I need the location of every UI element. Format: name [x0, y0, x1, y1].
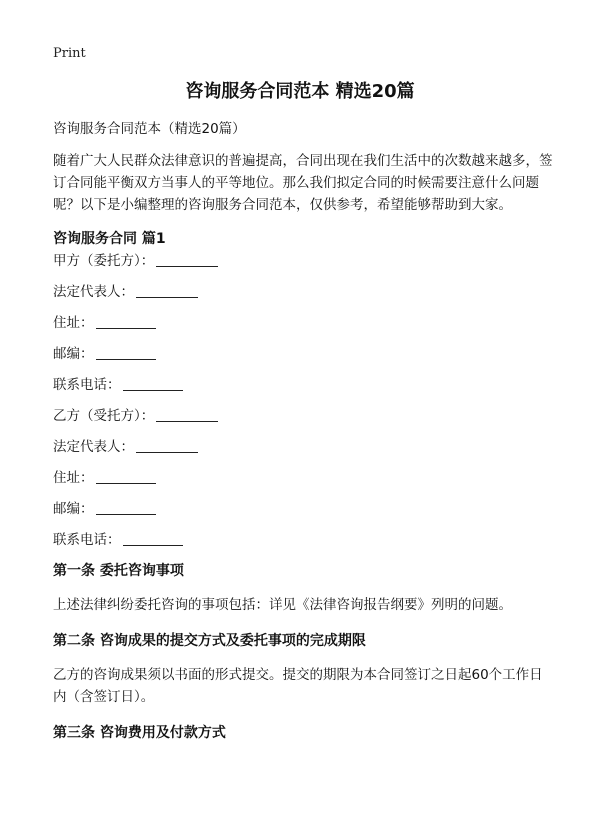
section-heading: 咨询服务合同 篇1: [53, 231, 166, 247]
article-2-body: 乙方的咨询成果须以书面的形式提交。提交的期限为本合同签订之日起60个工作日内（含签订日）。: [53, 667, 543, 705]
party-b-rep-field: [53, 436, 553, 467]
party-b-postcode-label: 邮编：: [53, 501, 94, 517]
party-a-rep-field: [53, 281, 553, 312]
document-body: [53, 118, 553, 756]
party-b-rep-label: 法定代表人：: [53, 439, 134, 455]
party-a-blank: [156, 250, 218, 267]
party-b-postcode-field: [53, 498, 553, 529]
party-a-address-label: 住址：: [53, 315, 94, 331]
document-subtitle: 咨询服务合同范本（精选20篇）: [53, 121, 246, 137]
party-b-rep-blank: [136, 436, 198, 453]
party-b-label: 乙方（受托方）：: [53, 408, 155, 424]
party-a-address-field: [53, 312, 553, 343]
party-b-field: [53, 405, 553, 436]
party-b-address-field: [53, 467, 553, 498]
party-a-rep-blank: [136, 281, 198, 298]
party-b-address-label: 住址：: [53, 470, 94, 486]
party-b-phone-blank: [123, 529, 183, 546]
party-b-address-blank: [96, 467, 156, 484]
party-a-phone-field: [53, 374, 553, 405]
party-a-postcode-label: 邮编：: [53, 346, 94, 362]
document-title: 咨询服务合同范本 精选20篇: [185, 81, 415, 102]
party-a-postcode-blank: [96, 343, 156, 360]
article-1-heading: 第一条 委托咨询事项: [53, 563, 184, 579]
article-3-heading: 第三条 咨询费用及付款方式: [53, 725, 226, 741]
party-a-rep-label: 法定代表人：: [53, 284, 134, 300]
party-a-address-blank: [96, 312, 156, 329]
party-a-phone-label: 联系电话：: [53, 377, 121, 393]
party-b-phone-label: 联系电话：: [53, 532, 121, 548]
party-a-field: [53, 250, 553, 281]
article-1-body: 上述法律纠纷委托咨询的事项包括：详见《法律咨询报告纲要》列明的问题。: [53, 597, 512, 613]
party-a-phone-blank: [123, 374, 183, 391]
intro-paragraph: 随着广大人民群众法律意识的普遍提高，合同出现在我们生活中的次数越来越多，签订合同能平衡双方当事人的平等地位。那么我们拟定合同的时候需要注意什么问题呢？以下是小编整理的咨询服务合同范本，仅供参考，希望能够帮助到大家。: [53, 153, 553, 213]
article-2-heading: 第二条 咨询成果的提交方式及委托事项的完成期限: [53, 633, 366, 649]
party-a-postcode-field: [53, 343, 553, 374]
print-link[interactable]: Print: [53, 46, 86, 61]
party-a-label: 甲方（委托方）：: [53, 253, 155, 269]
party-b-postcode-blank: [96, 498, 156, 515]
party-b-phone-field: [53, 529, 553, 560]
party-b-blank: [156, 405, 218, 422]
